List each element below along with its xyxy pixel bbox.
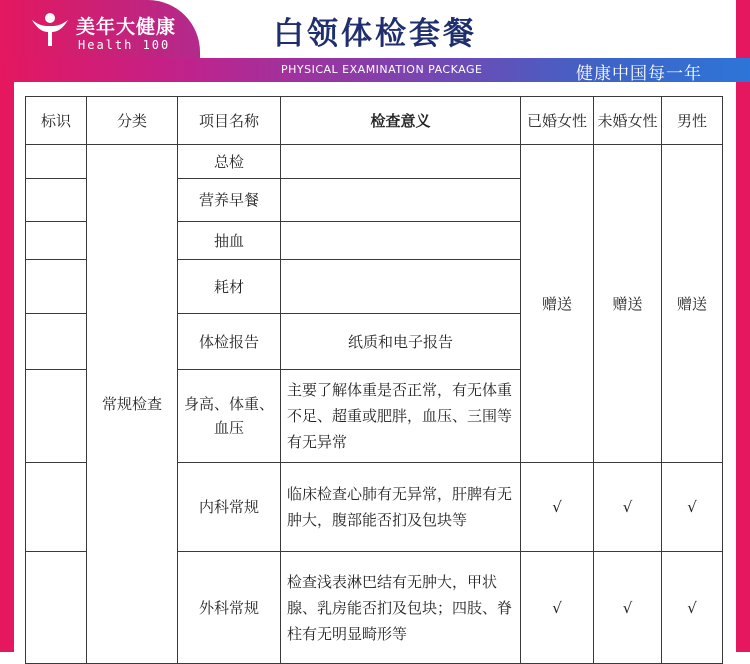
married-female-cell: 赠送	[521, 145, 594, 463]
header-mark: 标识	[26, 97, 87, 145]
subtitle-text: PHYSICAL EXAMINATION PACKAGE	[281, 63, 483, 76]
male-check: √	[662, 552, 723, 664]
item-cell: 身高、体重、血压	[178, 370, 281, 463]
header-married-female: 已婚女性	[521, 97, 594, 145]
unmarried-female-check: √	[594, 552, 662, 664]
header-unmarried-female: 未婚女性	[594, 97, 662, 145]
item-cell: 内科常规	[178, 463, 281, 552]
right-border-strip	[736, 0, 750, 652]
meaning-cell: 检查浅表淋巴结有无肿大，甲状腺、乳房能否扪及包块；四肢、脊柱有无明显畸形等	[281, 552, 521, 664]
mark-cell	[26, 145, 87, 179]
header-meaning: 检查意义	[281, 97, 521, 145]
meaning-cell: 主要了解体重是否正常，有无体重不足、超重或肥胖，血压、三围等有无异常	[281, 370, 521, 463]
unmarried-female-cell: 赠送	[594, 145, 662, 463]
mark-cell	[26, 260, 87, 314]
male-cell: 赠送	[662, 145, 723, 463]
meaning-cell: 临床检查心肺有无异常，肝脾有无肿大，腹部能否扪及包块等	[281, 463, 521, 552]
header-item: 项目名称	[178, 97, 281, 145]
married-female-check: √	[521, 552, 594, 664]
mark-cell	[26, 222, 87, 260]
mark-cell	[26, 179, 87, 222]
mark-cell	[26, 370, 87, 463]
meaning-cell	[281, 145, 521, 179]
slogan-text: 健康中国每一年	[576, 64, 702, 84]
mark-cell	[26, 314, 87, 370]
meaning-cell	[281, 260, 521, 314]
male-check: √	[662, 463, 723, 552]
brand-name-en: Health 100	[78, 38, 171, 52]
header-male: 男性	[662, 97, 723, 145]
mark-cell	[26, 463, 87, 552]
header-category: 分类	[87, 97, 178, 145]
left-border-strip	[0, 0, 14, 652]
meaning-cell: 纸质和电子报告	[281, 314, 521, 370]
mark-cell	[26, 552, 87, 664]
meaning-cell	[281, 222, 521, 260]
item-cell: 体检报告	[178, 314, 281, 370]
item-cell: 总检	[178, 145, 281, 179]
item-cell: 营养早餐	[178, 179, 281, 222]
table-row	[26, 145, 723, 179]
subtitle-band	[0, 58, 750, 82]
unmarried-female-check: √	[594, 463, 662, 552]
item-cell: 耗材	[178, 260, 281, 314]
package-table	[25, 96, 723, 664]
item-cell: 外科常规	[178, 552, 281, 664]
item-cell: 抽血	[178, 222, 281, 260]
meaning-cell	[281, 179, 521, 222]
page-title: 白领体检套餐	[273, 16, 477, 52]
category-cell: 常规检查	[87, 145, 178, 664]
table-header-row	[26, 97, 723, 145]
brand-name-cn: 美年大健康	[76, 16, 177, 38]
married-female-check: √	[521, 463, 594, 552]
